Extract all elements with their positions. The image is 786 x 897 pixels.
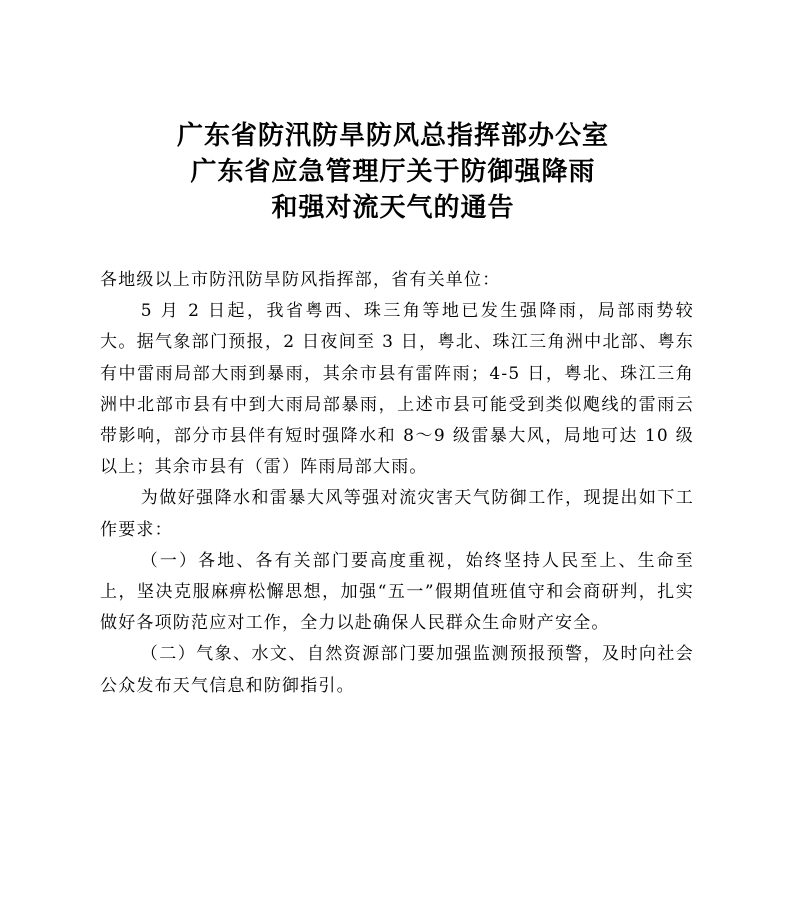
paragraph-forecast: 5 月 2 日起，我省粤西、珠三角等地已发生强降雨，局部雨势较大。据气象部门预报，2 日夜间至 3 日，粤北、珠江三角洲中北部、粤东有中雷雨局部大雨到暴雨，其余市县有雷阵雨；4-5 日，粤北、珠江三角洲中北部市县有中到大雨局部暴雨，上述市县可能受到类似飑线的雷雨云带影响，部分市县伴有短时强降水和 8～9 级雷暴大风，局地可达 10 级以上；其余市县有（雷）阵雨局部大雨。: [100, 301, 694, 478]
title-line-2: 广东省应急管理厅关于防御强降雨: [190, 157, 596, 187]
title-line-3: 和强对流天气的通告: [271, 193, 515, 223]
paragraph-requirement-1: （一）各地、各有关部门要高度重视，始终坚持人民至上、生命至上，坚决克服麻痹松懈思想，加强“五一”假期值班值守和会商研判，扎实做好各项防范应对工作，全力以赴确保人民群众生命财产安全。: [100, 550, 694, 634]
paragraph-requirements-intro: 为做好强降水和雷暴大风等强对流灾害天气防御工作，现提出如下工作要求：: [100, 488, 694, 540]
title-line-1: 广东省防汛防旱防风总指挥部办公室: [176, 121, 609, 151]
document-title: [90, 118, 696, 226]
document-body: [100, 265, 694, 702]
paragraph-requirement-2: （二）气象、水文、自然资源部门要加强监测预报预警，及时向社会公众发布天气信息和防御指引。: [100, 644, 694, 696]
salutation: 各地级以上市防汛防旱防风指挥部，省有关单位：: [100, 270, 501, 290]
